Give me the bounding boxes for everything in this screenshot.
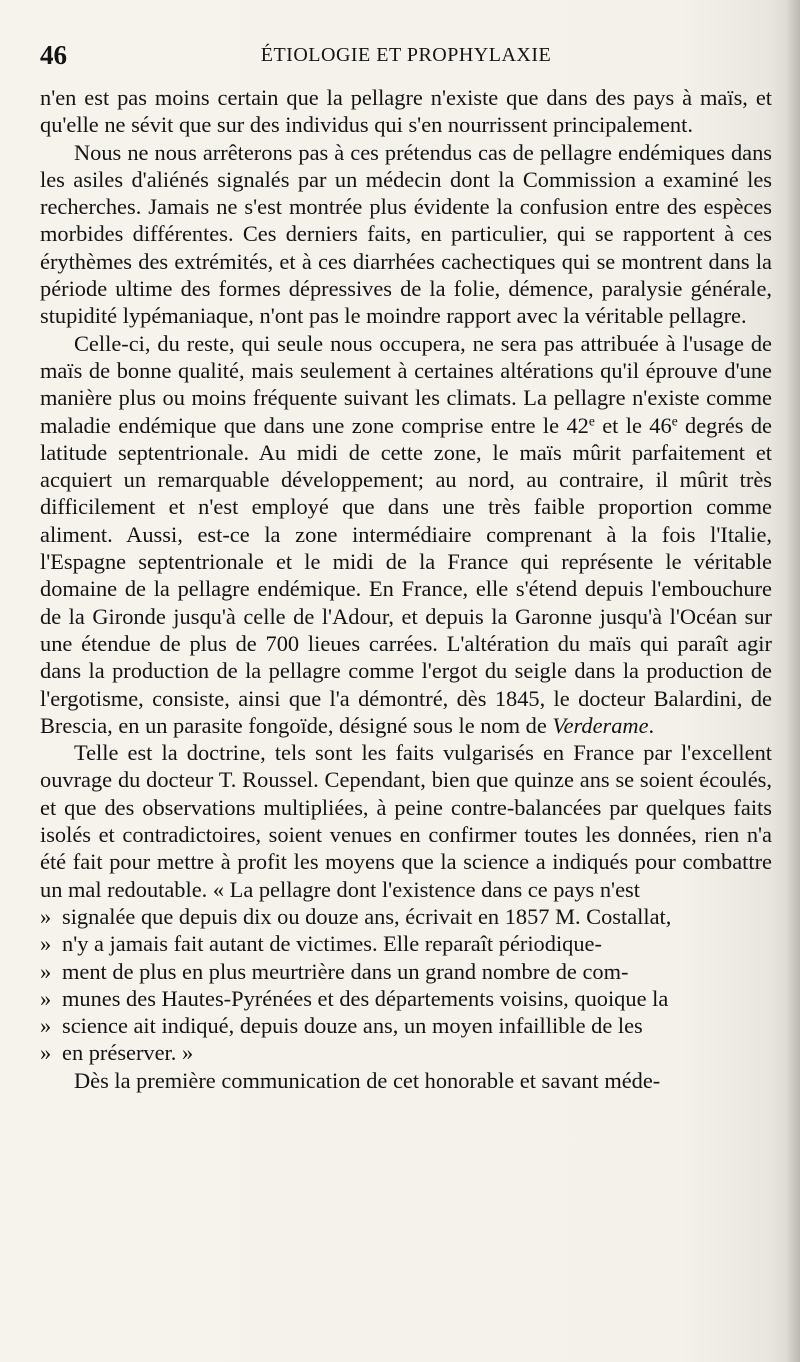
quotation-line xyxy=(40,1039,772,1066)
page-header xyxy=(40,36,772,76)
quotation-text: munes des Hautes-Pyrénées et des départements voisins, quoique la xyxy=(62,985,669,1011)
scan-shadow-edge xyxy=(786,0,800,1362)
quote-mark: » xyxy=(40,1013,52,1039)
quote-mark: » xyxy=(40,958,52,984)
quotation-text: signalée que depuis dix ou douze ans, écrivait en 1857 M. Costallat, xyxy=(62,903,672,929)
quote-mark: » xyxy=(40,1040,52,1066)
paragraph-continuation: n'en est pas moins certain que la pellagre n'existe que dans des pays à maïs, et qu'elle ne sévit que sur des individus qui s'en nourrissent principalement. xyxy=(40,85,772,138)
quotation-text: n'y a jamais fait autant de victimes. Elle reparaît périodique- xyxy=(62,931,602,957)
quote-mark: » xyxy=(40,985,52,1011)
paragraph-text: et le xyxy=(594,412,650,438)
quotation-line xyxy=(40,1012,772,1039)
quote-mark: » xyxy=(40,931,52,957)
quotation-line xyxy=(40,903,772,930)
quotation-line xyxy=(40,930,772,957)
quotation-text: science ait indiqué, depuis douze ans, un moyen infaillible de les xyxy=(62,1013,643,1039)
quote-mark: » xyxy=(40,903,52,929)
latitude-value: 46 xyxy=(649,412,672,438)
body-text xyxy=(40,84,772,1094)
ordinal-suffix: e xyxy=(588,413,595,429)
quotation-line xyxy=(40,985,772,1012)
paragraph-text: . xyxy=(648,712,655,738)
running-head: ÉTIOLOGIE ET PROPHYLAXIE xyxy=(260,44,552,66)
paragraph-text: degrés de latitude septentrionale. Au midi de cette zone, le maïs mûrit parfaitement et acquiert un remarquable développement; au nord, au contraire, il mûrit très difficilement et n'est employé que dans une très faible proportion comme aliment. Aussi, est-ce la zone intermédiaire comprenant à la fois l'Italie, l'Espagne septentrionale et le midi de la France qui représente le véritable domaine de la pellagre endémique. En France, elle s'étend depuis l'embouchure de la Gironde jusqu'à celle de l'Adour, et depuis la Garonne jusqu'à l'Océan sur une étendue de plus de 700 lieues carrées. L'altération du maïs qui paraît agir dans la production de la pellagre comme l'ergot du seigle dans la production de l'ergotisme, consiste, ainsi que l'a démontré, dès 1845, le docteur Balardini, de Brescia, en un parasite fongoïde, désigné sous le nom de xyxy=(40,412,772,738)
paragraph-asiles: Nous ne nous arrêterons pas à ces prétendus cas de pellagre endémiques dans les asiles d'aliénés signalés par un médecin dont la Commission a examiné les recherches. Jamais ne s'est montrée plus évidente la confusion entre des espèces morbides différentes. Ces derniers faits, en particulier, qui se rapportent à ces érythèmes des extrémités, et à ces diarrhées cachectiques qui se montrent dans la période ultime des formes dépressives de la folie, démence, paralysie générale, stupidité lypémaniaque, n'ont pas le moindre rapport avec la véritable pellagre. xyxy=(40,139,772,329)
paragraph-communication: Dès la première communication de cet honorable et savant méde- xyxy=(74,1067,661,1093)
paragraph-doctrine: Telle est la doctrine, tels sont les faits vulgarisés en France par l'excellent ouvrage du docteur T. Roussel. Cependant, bien que quinze ans se soient écoulés, et que des observations multipliées, à peine contre-balancées par quelques faits isolés et contradictoires, soient venues en confirmer toutes les données, rien n'a été fait pour mettre à profit les moyens que la science a indiqués pour combattre un mal redoutable. « La pellagre dont l'existence dans ce pays n'est xyxy=(40,740,772,902)
page-number: 46 xyxy=(40,40,67,70)
paragraph-zone-pellagre xyxy=(40,330,772,739)
latitude-value: 42 xyxy=(566,412,589,438)
paragraph-text: Celle-ci, du reste, qui seule nous occupera, ne sera pas attribuée à l'usage de maïs de bonne qualité, mais seulement à certaines altérations qu'il éprouve d'une manière plus ou moins fréquente suivant les climats. La pellagre n'existe comme maladie endémique que dans une zone comprise entre le xyxy=(40,330,772,438)
quotation-block xyxy=(40,903,772,1067)
ordinal-suffix: e xyxy=(671,413,678,429)
quotation-text: en préserver. » xyxy=(62,1040,194,1066)
italic-term: Verderame xyxy=(552,712,649,738)
quotation-line xyxy=(40,958,772,985)
quotation-text: ment de plus en plus meurtrière dans un grand nombre de com- xyxy=(62,958,629,984)
